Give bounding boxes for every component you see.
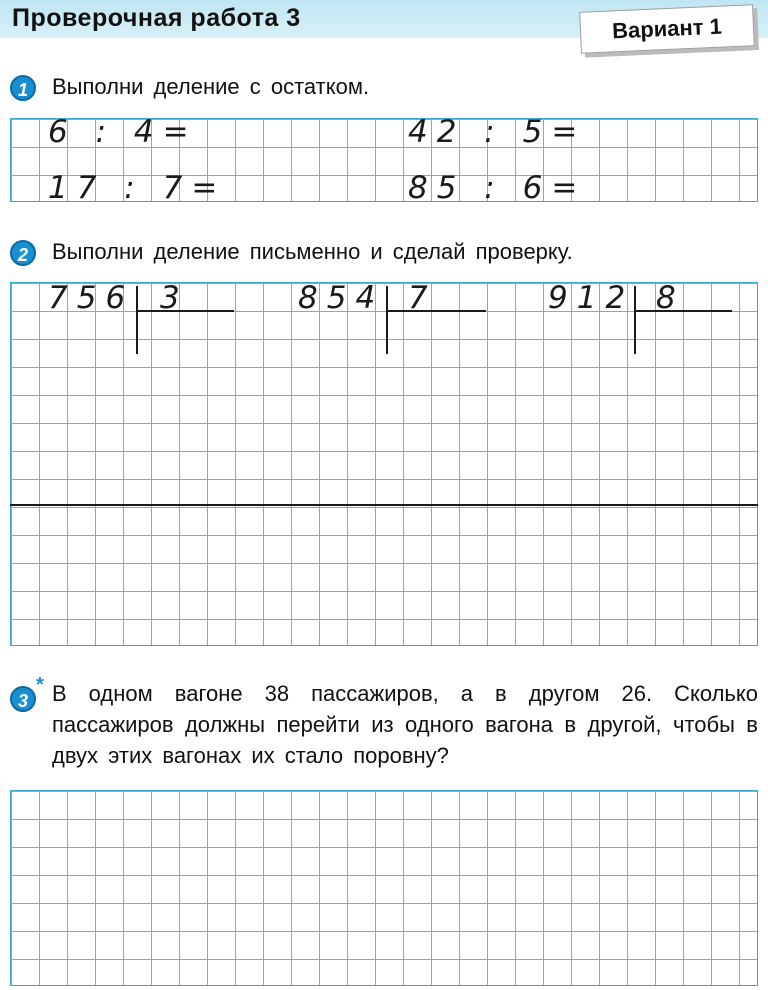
task1-example-4: 85 : 6=: [408, 170, 587, 206]
page-title: Проверочная работа 3: [12, 4, 301, 32]
task3-number-icon: 3: [10, 686, 36, 712]
task3-grid[interactable]: [10, 790, 758, 986]
task1-text: Выполни деление с остатком.: [52, 74, 370, 99]
task2-grid[interactable]: [10, 282, 758, 646]
division-1-divisor: 3: [160, 280, 189, 316]
division-2-divisor: 7: [408, 280, 437, 316]
task3-text: В одном вагоне 38 пассажиров, а в другом 26. Сколько пассажиров должны перейти из одного вагона в другой, чтобы в двух этих вагонах их стало поровну?: [52, 681, 758, 768]
division-1-vertical-line: [136, 286, 138, 354]
division-2-vertical-line: [386, 286, 388, 354]
task1-example-2: 42 : 5=: [408, 114, 587, 150]
task3-star-icon: *: [36, 674, 44, 696]
task1-example-3: 17 : 7=: [48, 170, 227, 206]
division-3-divisor: 8: [656, 280, 685, 316]
division-2-dividend: 854: [298, 280, 385, 316]
division-1-dividend: 756: [48, 280, 135, 316]
division-3-dividend: 912: [548, 280, 635, 316]
task2-text: Выполни деление письменно и сделай проверку.: [52, 239, 573, 264]
task1-number-icon: 1: [10, 75, 36, 101]
division-3-vertical-line: [634, 286, 636, 354]
variant-badge: Вариант 1: [579, 4, 755, 54]
task2-number-icon: 2: [10, 240, 36, 266]
task1-example-1: 6 : 4=: [48, 114, 198, 150]
check-separator-line: [10, 504, 758, 506]
